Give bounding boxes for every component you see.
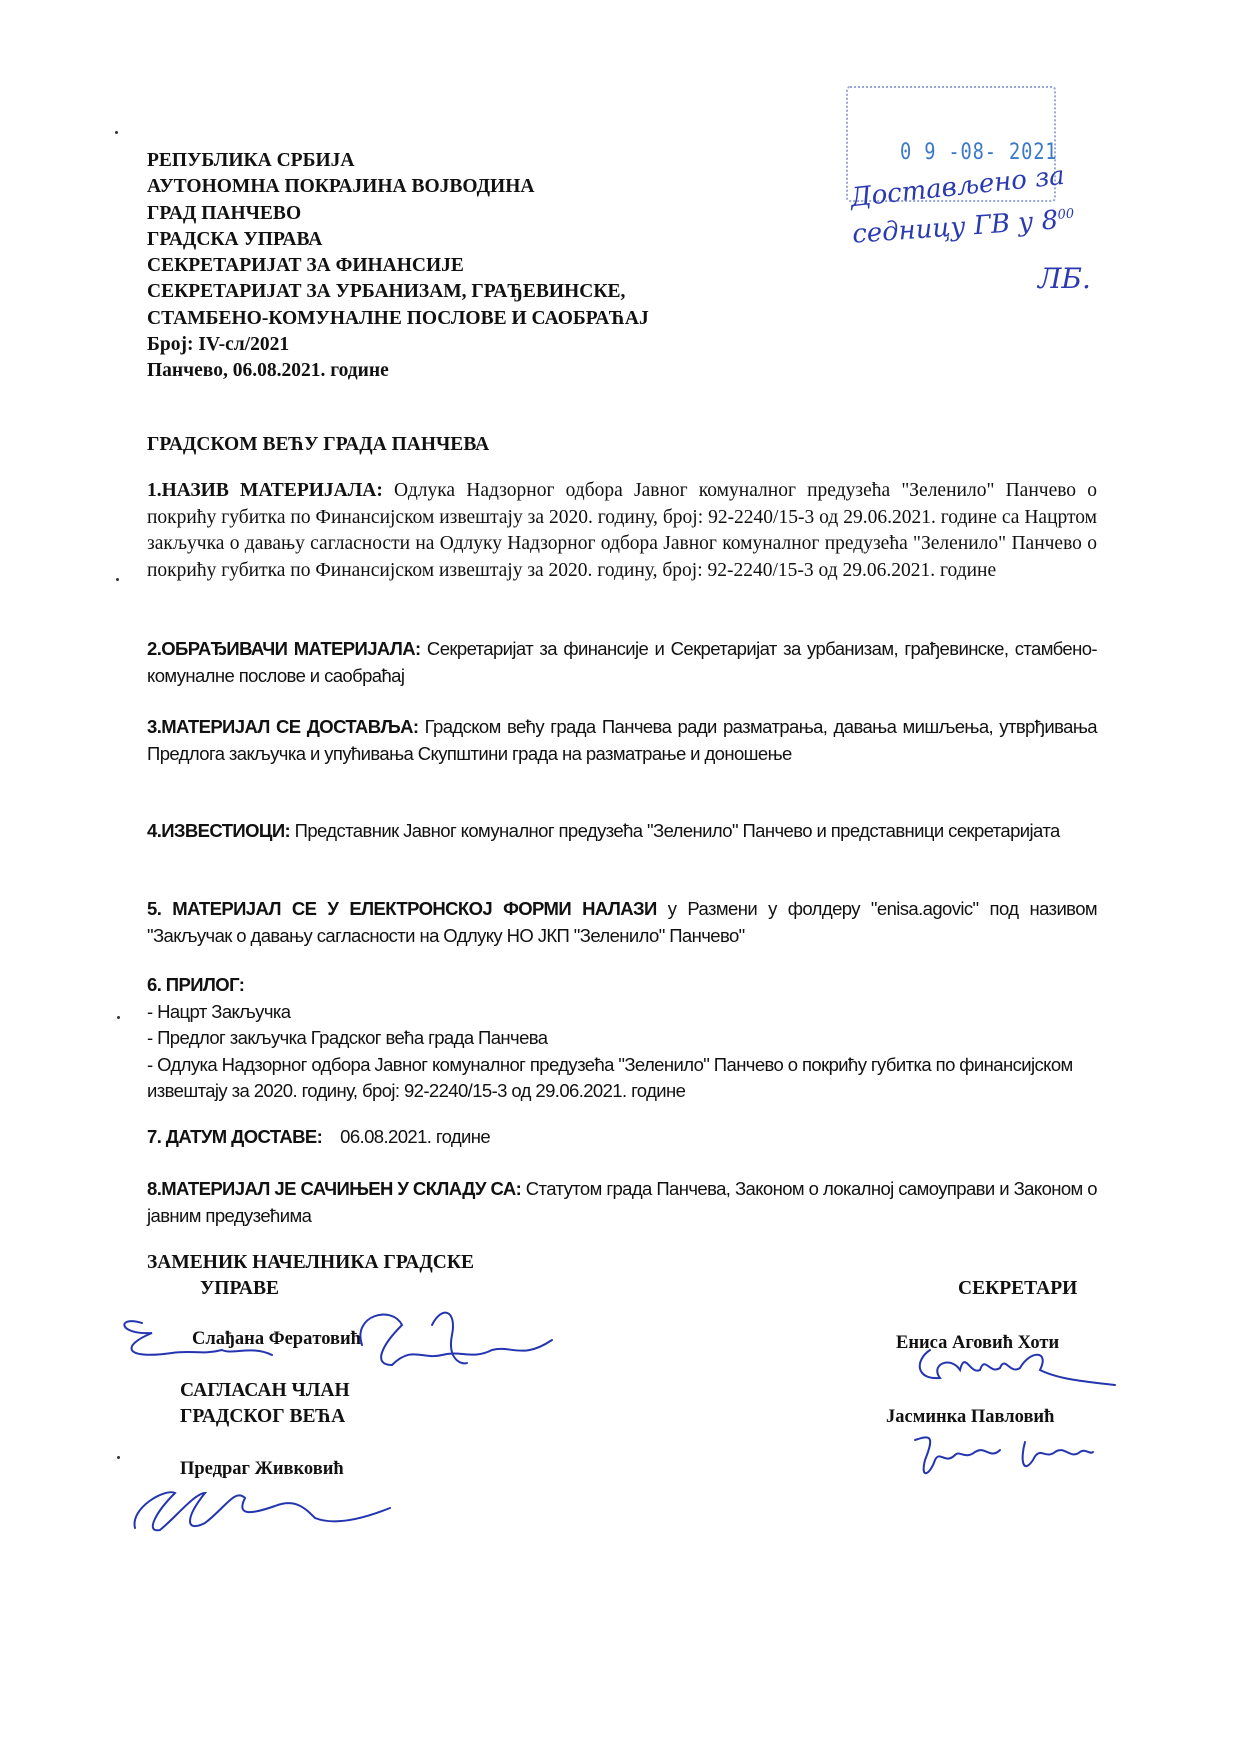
section-label: 5. МАТЕРИЈАЛ СЕ У ЕЛЕКТРОНСКОЈ ФОРМИ НАЛАЗИ <box>147 898 657 919</box>
deputy-head-title-line2: УПРАВЕ <box>200 1278 279 1299</box>
header-secretariat-urbanism-2: СТАМБЕНО-КОМУНАЛНЕ ПОСЛОВЕ И САОБРАЋАЈ <box>147 307 649 329</box>
header-place-date: Панчево, 06.08.2021. године <box>147 360 389 382</box>
deputy-head-name: Слађана Ферaтовић <box>192 1329 361 1349</box>
section-2-preparers: 2.ОБРАЂИВАЧИ МАТЕРИЈАЛА: Секретаријат за финансије и Секретаријат за урбанизам, грађевинске, стамбено-комуналне послове и саобраћај <box>147 638 1097 686</box>
scan-mark <box>117 1016 120 1019</box>
section-label: 2.ОБРАЂИВАЧИ МАТЕРИЈАЛА: <box>147 638 421 659</box>
section-4-rapporteurs: 4.ИЗВЕСТИОЦИ: Представник Јавног комуналног предузећа "Зеленило" Панчево и представници секретаријата <box>147 820 1060 841</box>
signature-pavlovic-icon <box>905 1430 1095 1485</box>
section-label: 8.МАТЕРИЈАЛ ЈЕ САЧИЊЕН У СКЛАДУ СА: <box>147 1178 522 1199</box>
scan-mark <box>116 578 119 581</box>
secretary-name-2: Јасминка Павловић <box>886 1407 1055 1427</box>
header-secretariat-finance: СЕКРЕТАРИЈАТ ЗА ФИНАНСИЈЕ <box>147 255 464 277</box>
section-label: 7. ДАТУМ ДОСТАВЕ: <box>147 1126 323 1147</box>
section-3-delivered-to: 3.МАТЕРИЈАЛ СЕ ДОСТАВЉА: Градском већу града Панчева ради разматрања, давања мишљења, утврђивања Предлога закључка и упућивања Скупштини града на разматрање и доношење <box>147 716 1097 764</box>
section-6-attachments <box>147 972 1097 1105</box>
signature-feratovic-icon <box>112 1305 572 1385</box>
scan-mark <box>117 1456 120 1459</box>
secretaries-title: СЕКРЕТАРИ <box>958 1278 1078 1299</box>
attachment-item: - Предлог закључка Градског већа града Панчева <box>147 1027 548 1048</box>
section-8-compliance: 8.МАТЕРИЈАЛ ЈЕ САЧИЊЕН У СКЛАДУ СА: Статутом града Панчева, Законом о локалној самоуправи и Законом о јавним предузећима <box>147 1178 1097 1226</box>
secretary-name-1: Ениса Аговић Хоти <box>896 1333 1060 1353</box>
document-header <box>147 148 649 385</box>
deputy-head-title-line1: ЗАМЕНИК НАЧЕЛНИКА ГРАДСКЕ <box>147 1252 474 1273</box>
handwritten-initials: ЛБ. <box>1038 262 1091 295</box>
section-label: 6. ПРИЛОГ: <box>147 974 245 995</box>
section-7-delivery-date: 7. ДАТУМ ДОСТАВЕ: 06.08.2021. године <box>147 1126 491 1147</box>
header-reference-number: Број: IV-сл/2021 <box>147 334 290 356</box>
header-secretariat-urbanism-1: СЕКРЕТАРИЈАТ ЗА УРБАНИЗАМ, ГРАЂЕВИНСКЕ, <box>147 281 626 303</box>
section-label: 1.НАЗИВ МАТЕРИЈАЛА: <box>147 480 383 501</box>
scan-mark <box>115 131 118 134</box>
section-label: 3.МАТЕРИЈАЛ СЕ ДОСТАВЉА: <box>147 716 419 737</box>
council-member-title-line2: ГРАДСКОГ ВЕЋА <box>180 1406 346 1427</box>
signature-zivkovic-icon <box>125 1478 395 1538</box>
section-label: 4.ИЗВЕСТИОЦИ: <box>147 820 291 841</box>
council-member-name: Предраг Живковић <box>180 1459 344 1479</box>
attachment-item: - Нацрт Закључка <box>147 1000 291 1022</box>
stamp-date: 0 9 -08- 2021 <box>900 140 1058 165</box>
header-administration: ГРАДСКА УПРАВА <box>147 228 323 250</box>
header-country: РЕПУБЛИКА СРБИЈА <box>147 150 355 171</box>
attachment-item: - Одлука Надзорног одбора Јавног комуналног предузећа "Зеленило" Панчево о покрићу губитка по финансијском извештају за 2020. годину, број: 92-2240/15-3 од 29.06.2021. године <box>147 1053 1073 1101</box>
header-province: АУТОНОМНА ПОКРАЈИНА ВОЈВОДИНА <box>147 176 535 198</box>
signature-agovic-hoti-icon <box>910 1340 1120 1390</box>
handwritten-note-line2: седницу ГВ у $8^{00}$ <box>851 205 1075 250</box>
header-city: ГРАД ПАНЧЕВО <box>147 202 302 224</box>
handwritten-note-line1: Достављено за <box>849 160 1067 214</box>
addressee: ГРАДСКОМ ВЕЋУ ГРАДА ПАНЧЕВА <box>147 434 490 455</box>
section-1-material-title: 1.НАЗИВ МАТЕРИЈАЛА: Одлука Надзорног одбора Јавног комуналног предузећа "Зеленило" Панчево о покрићу губитка по Финансијском извештају за 2020. годину, број: 92-2240/15-3 од 29.06.2021. године са Нацртом закључка о давању сагласности на Одлуку Надзорног одбора Јавног комуналног предузећа "Зеленило" Панчево о покрићу губитка по Финансијском извештају за 2020. годину, број: 92-2240/15-3 од 29.06.2021. године <box>147 480 1097 581</box>
council-member-title-line1: САГЛАСАН ЧЛАН <box>180 1380 350 1401</box>
section-5-electronic-location: 5. МАТЕРИЈАЛ СЕ У ЕЛЕКТРОНСКОЈ ФОРМИ НАЛАЗИ у Размени у фолдеру "enisa.agovic" под називом "Закључак о давању сагласности на Одлуку НО ЈКП "Зеленило" Панчево" <box>147 898 1098 946</box>
